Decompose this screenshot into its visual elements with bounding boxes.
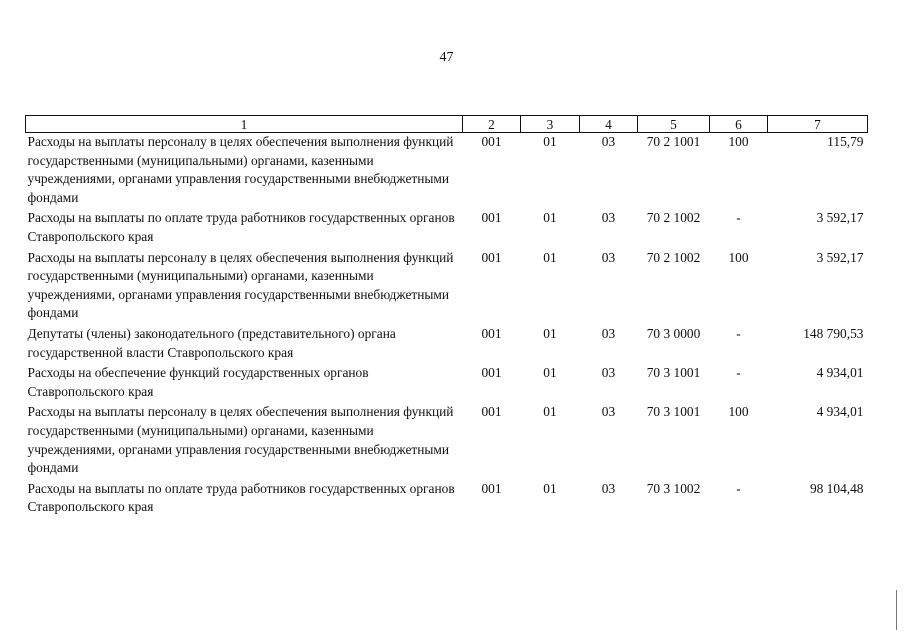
table-row <box>26 209 868 248</box>
table-row <box>26 249 868 325</box>
row-name: Расходы на выплаты по оплате труда работников государственных органов Ставропольского края <box>27 210 455 244</box>
row-code-3: 01 <box>543 325 557 341</box>
column-header-5: 5 <box>638 116 710 133</box>
row-code-6: - <box>736 480 741 496</box>
row-code-3: 01 <box>543 480 557 496</box>
row-name: Расходы на обеспечение функций государственных органов Ставропольского края <box>27 365 369 399</box>
row-code-3: 01 <box>543 249 557 265</box>
row-name: Депутаты (члены) законодательного (представительного) органа государственной власти Ставропольского края <box>27 325 396 360</box>
row-amount: 3 592,17 <box>816 249 864 265</box>
row-code-6: 100 <box>728 404 749 420</box>
scan-edge-line <box>896 590 897 630</box>
row-code-2: 001 <box>481 404 502 420</box>
row-code-5: 70 3 1002 <box>646 480 701 496</box>
header-row <box>26 116 868 133</box>
column-header-7: 7 <box>768 116 868 133</box>
row-code-2: 001 <box>481 210 502 226</box>
row-code-6: - <box>736 365 741 381</box>
row-amount: 98 104,48 <box>809 480 864 496</box>
row-code-2: 001 <box>481 134 502 149</box>
row-name: Расходы на выплаты персоналу в целях обеспечения выполнения функций государственными (муниципальными) органами, казенными учреждениями, органами управления государственными внебюджетными фондами <box>27 134 454 205</box>
row-name: Расходы на выплаты персоналу в целях обеспечения выполнения функций государственными (муниципальными) органами, казенными учреждениями, органами управления государственными внебюджетными фондами <box>27 249 454 321</box>
table-row <box>26 133 868 210</box>
row-code-2: 001 <box>481 249 502 265</box>
row-code-4: 03 <box>601 404 616 420</box>
row-code-5: 70 2 1001 <box>646 134 701 149</box>
row-code-3: 01 <box>543 134 557 149</box>
table-row <box>26 364 868 403</box>
row-code-5: 70 3 0000 <box>646 325 701 341</box>
row-amount: 4 934,01 <box>816 404 864 420</box>
row-code-4: 03 <box>601 480 616 496</box>
row-amount: 4 934,01 <box>816 365 864 381</box>
row-code-2: 001 <box>481 480 502 496</box>
row-code-5: 70 2 1002 <box>646 249 701 265</box>
column-header-1: 1 <box>26 116 463 133</box>
row-code-4: 03 <box>601 134 616 149</box>
table-row <box>26 480 868 519</box>
row-code-6: 100 <box>728 134 749 149</box>
row-code-4: 03 <box>601 249 616 265</box>
row-code-5: 70 3 1001 <box>646 404 701 420</box>
row-code-3: 01 <box>543 210 557 226</box>
row-code-6: - <box>736 210 741 226</box>
row-amount: 115,79 <box>827 134 864 149</box>
row-code-5: 70 2 1002 <box>646 210 701 226</box>
table-row <box>26 403 868 479</box>
column-header-6: 6 <box>710 116 768 133</box>
row-code-6: 100 <box>728 249 749 265</box>
table-row <box>26 325 868 364</box>
budget-table <box>25 115 868 519</box>
row-name: Расходы на выплаты персоналу в целях обеспечения выполнения функций государственными (муниципальными) органами, казенными учреждениями, органами управления государственными внебюджетными фондами <box>27 404 454 476</box>
row-code-2: 001 <box>481 365 502 381</box>
row-amount: 3 592,17 <box>816 210 864 226</box>
row-code-4: 03 <box>601 325 616 341</box>
row-amount: 148 790,53 <box>803 325 864 341</box>
row-code-5: 70 3 1001 <box>646 365 701 381</box>
row-code-3: 01 <box>543 365 557 381</box>
page-number: 47 <box>439 50 454 65</box>
row-code-3: 01 <box>543 404 557 420</box>
row-code-2: 001 <box>481 325 502 341</box>
row-name: Расходы на выплаты по оплате труда работников государственных органов Ставропольского края <box>27 480 455 515</box>
row-code-4: 03 <box>601 210 616 226</box>
column-header-2: 2 <box>463 116 521 133</box>
row-code-4: 03 <box>601 365 616 381</box>
column-header-4: 4 <box>580 116 638 133</box>
row-code-6: - <box>736 325 741 341</box>
column-header-3: 3 <box>521 116 580 133</box>
